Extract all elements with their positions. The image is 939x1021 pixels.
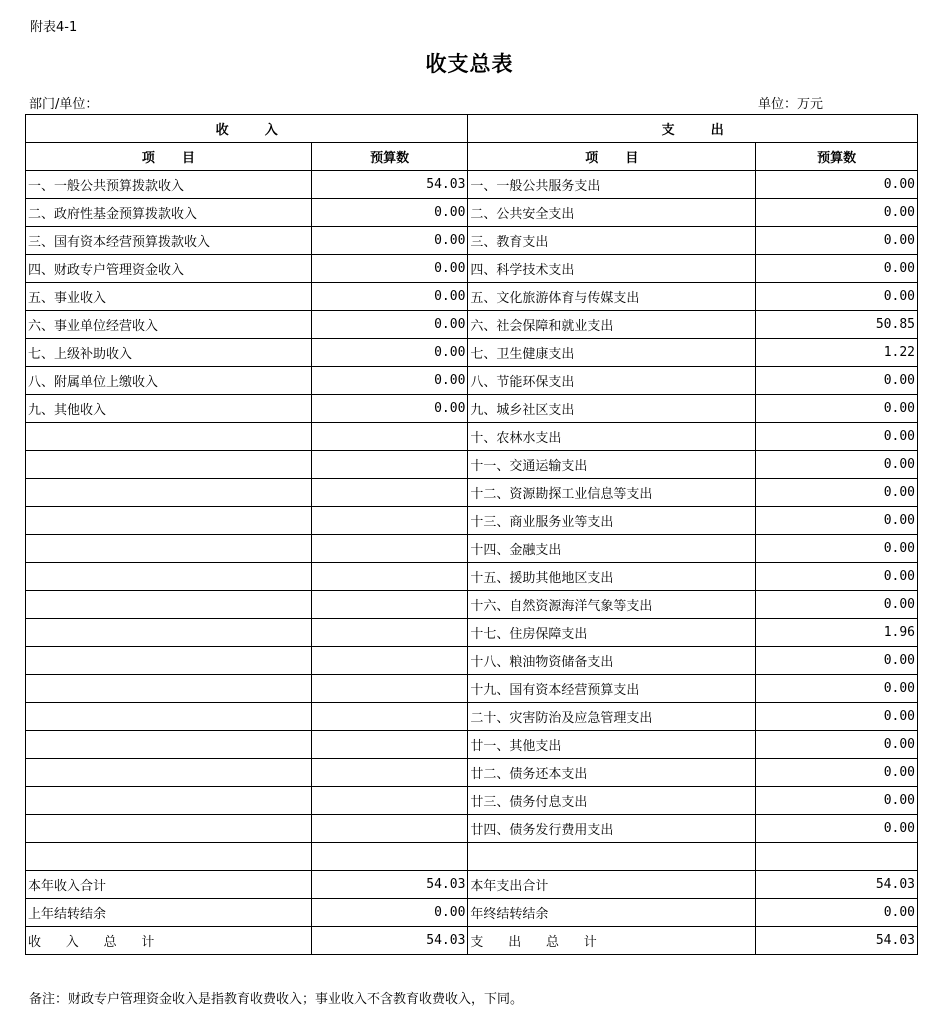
expense-value-cell: 0.00 <box>756 759 918 787</box>
income-item-cell <box>26 563 312 591</box>
expense-value-cell: 54.03 <box>756 871 918 899</box>
income-value-cell <box>311 675 468 703</box>
income-value-cell: 0.00 <box>311 255 468 283</box>
income-item-cell <box>26 731 312 759</box>
income-value-cell: 54.03 <box>311 927 468 955</box>
income-value-cell <box>311 647 468 675</box>
department-label: 部门/单位： <box>29 97 99 112</box>
expense-value-cell: 0.00 <box>756 479 918 507</box>
expense-item-cell: 十七、住房保障支出 <box>468 619 756 647</box>
attachment-label: 附表4-1 <box>30 20 78 35</box>
table-row <box>26 227 918 255</box>
expense-budget-header: 预算数 <box>756 143 918 171</box>
table-row <box>26 591 918 619</box>
expense-item-cell: 廿四、债务发行费用支出 <box>468 815 756 843</box>
income-item-cell <box>26 479 312 507</box>
income-item-cell <box>26 703 312 731</box>
expense-item-cell: 廿一、其他支出 <box>468 731 756 759</box>
expense-item-cell: 十、农林水支出 <box>468 423 756 451</box>
expense-item-cell: 四、科学技术支出 <box>468 255 756 283</box>
income-value-cell <box>311 479 468 507</box>
table-row <box>26 843 918 871</box>
expense-value-cell: 0.00 <box>756 199 918 227</box>
expense-value-cell: 54.03 <box>756 927 918 955</box>
income-value-cell: 54.03 <box>311 871 468 899</box>
income-value-cell: 0.00 <box>311 367 468 395</box>
income-item-cell: 八、附属单位上缴收入 <box>26 367 312 395</box>
table-row <box>26 171 918 199</box>
unit-label: 单位：万元 <box>758 97 824 112</box>
income-item-cell <box>26 815 312 843</box>
expense-item-cell: 本年支出合计 <box>468 871 756 899</box>
expense-value-cell: 0.00 <box>756 703 918 731</box>
expense-item-cell: 年终结转结余 <box>468 899 756 927</box>
income-item-cell: 三、国有资本经营预算拨款收入 <box>26 227 312 255</box>
income-item-cell: 四、财政专户管理资金收入 <box>26 255 312 283</box>
income-value-cell: 0.00 <box>311 395 468 423</box>
expense-value-cell: 0.00 <box>756 283 918 311</box>
income-item-cell <box>26 535 312 563</box>
table-row <box>26 367 918 395</box>
expense-item-cell: 七、卫生健康支出 <box>468 339 756 367</box>
income-item-cell <box>26 759 312 787</box>
budget-summary-table <box>25 114 918 955</box>
income-value-cell <box>311 843 468 871</box>
expense-value-cell: 0.00 <box>756 731 918 759</box>
expense-value-cell: 50.85 <box>756 311 918 339</box>
income-item-cell <box>26 423 312 451</box>
income-item-cell <box>26 451 312 479</box>
table-row <box>26 339 918 367</box>
expense-value-cell: 0.00 <box>756 591 918 619</box>
income-value-cell: 0.00 <box>311 227 468 255</box>
income-value-cell <box>311 423 468 451</box>
expense-value-cell: 1.96 <box>756 619 918 647</box>
income-item-cell: 九、其他收入 <box>26 395 312 423</box>
expense-value-cell: 0.00 <box>756 171 918 199</box>
table-row <box>26 395 918 423</box>
table-row <box>26 899 918 927</box>
income-value-cell: 0.00 <box>311 283 468 311</box>
income-item-cell: 一、一般公共预算拨款收入 <box>26 171 312 199</box>
expense-value-cell <box>756 843 918 871</box>
table-row <box>26 703 918 731</box>
income-value-cell <box>311 731 468 759</box>
expense-item-cell: 二、公共安全支出 <box>468 199 756 227</box>
expense-value-cell: 0.00 <box>756 563 918 591</box>
income-item-cell: 二、政府性基金预算拨款收入 <box>26 199 312 227</box>
income-value-cell <box>311 451 468 479</box>
table-row <box>26 563 918 591</box>
income-value-cell: 0.00 <box>311 311 468 339</box>
income-item-cell: 上年结转结余 <box>26 899 312 927</box>
table-row <box>26 507 918 535</box>
income-value-cell: 0.00 <box>311 339 468 367</box>
expense-item-cell: 二十、灾害防治及应急管理支出 <box>468 703 756 731</box>
income-value-cell: 0.00 <box>311 199 468 227</box>
expense-item-header: 项 目 <box>468 143 756 171</box>
income-value-cell <box>311 815 468 843</box>
expense-item-cell: 五、文化旅游体育与传媒支出 <box>468 283 756 311</box>
income-item-cell: 六、事业单位经营收入 <box>26 311 312 339</box>
table-row <box>26 647 918 675</box>
expense-item-cell: 六、社会保障和就业支出 <box>468 311 756 339</box>
income-value-cell <box>311 787 468 815</box>
expense-item-cell <box>468 843 756 871</box>
income-value-cell <box>311 591 468 619</box>
expense-item-cell: 八、节能环保支出 <box>468 367 756 395</box>
income-value-cell <box>311 619 468 647</box>
expense-item-cell: 十五、援助其他地区支出 <box>468 563 756 591</box>
expense-item-cell: 三、教育支出 <box>468 227 756 255</box>
expense-value-cell: 0.00 <box>756 423 918 451</box>
income-value-cell: 54.03 <box>311 171 468 199</box>
expense-value-cell: 0.00 <box>756 367 918 395</box>
income-header: 收 入 <box>26 115 468 143</box>
footnote: 备注：财政专户管理资金收入是指教育收费收入；事业收入不含教育收费收入，下同。 <box>29 992 524 1007</box>
table-row <box>26 283 918 311</box>
income-item-cell: 收 入 总 计 <box>26 927 312 955</box>
expense-value-cell: 0.00 <box>756 227 918 255</box>
expense-item-cell: 十二、资源勘探工业信息等支出 <box>468 479 756 507</box>
table-row <box>26 199 918 227</box>
expense-value-cell: 0.00 <box>756 395 918 423</box>
table-row <box>26 787 918 815</box>
expense-item-cell: 支 出 总 计 <box>468 927 756 955</box>
income-item-cell <box>26 787 312 815</box>
income-item-cell <box>26 647 312 675</box>
expense-value-cell: 0.00 <box>756 675 918 703</box>
expense-value-cell: 0.00 <box>756 787 918 815</box>
table-row <box>26 535 918 563</box>
income-value-cell <box>311 507 468 535</box>
table-row <box>26 731 918 759</box>
income-value-cell: 0.00 <box>311 899 468 927</box>
expense-value-cell: 0.00 <box>756 451 918 479</box>
income-item-cell <box>26 675 312 703</box>
table-subheader-row <box>26 143 918 171</box>
expense-item-cell: 十八、粮油物资储备支出 <box>468 647 756 675</box>
expense-header: 支 出 <box>468 115 918 143</box>
expense-value-cell: 0.00 <box>756 899 918 927</box>
income-budget-header: 预算数 <box>311 143 468 171</box>
income-value-cell <box>311 535 468 563</box>
expense-value-cell: 1.22 <box>756 339 918 367</box>
expense-item-cell: 九、城乡社区支出 <box>468 395 756 423</box>
income-item-cell <box>26 619 312 647</box>
expense-value-cell: 0.00 <box>756 535 918 563</box>
expense-value-cell: 0.00 <box>756 647 918 675</box>
table-row <box>26 255 918 283</box>
income-item-cell: 五、事业收入 <box>26 283 312 311</box>
income-item-cell: 七、上级补助收入 <box>26 339 312 367</box>
expense-item-cell: 十六、自然资源海洋气象等支出 <box>468 591 756 619</box>
income-item-cell <box>26 507 312 535</box>
expense-item-cell: 廿三、债务付息支出 <box>468 787 756 815</box>
expense-item-cell: 一、一般公共服务支出 <box>468 171 756 199</box>
table-row <box>26 759 918 787</box>
income-value-cell <box>311 703 468 731</box>
income-value-cell <box>311 759 468 787</box>
table-row <box>26 479 918 507</box>
income-value-cell <box>311 563 468 591</box>
expense-item-cell: 十九、国有资本经营预算支出 <box>468 675 756 703</box>
table-row <box>26 675 918 703</box>
table-row <box>26 451 918 479</box>
income-item-cell <box>26 843 312 871</box>
expense-item-cell: 十一、交通运输支出 <box>468 451 756 479</box>
expense-item-cell: 十三、商业服务业等支出 <box>468 507 756 535</box>
table-row <box>26 423 918 451</box>
income-item-cell <box>26 591 312 619</box>
expense-value-cell: 0.00 <box>756 507 918 535</box>
expense-item-cell: 廿二、债务还本支出 <box>468 759 756 787</box>
expense-item-cell: 十四、金融支出 <box>468 535 756 563</box>
table-row <box>26 815 918 843</box>
income-item-header: 项 目 <box>26 143 312 171</box>
table-row <box>26 619 918 647</box>
expense-value-cell: 0.00 <box>756 255 918 283</box>
table-row <box>26 927 918 955</box>
table-row <box>26 871 918 899</box>
income-item-cell: 本年收入合计 <box>26 871 312 899</box>
page-title: 收支总表 <box>425 52 514 76</box>
expense-value-cell: 0.00 <box>756 815 918 843</box>
table-header-row <box>26 115 918 143</box>
table-row <box>26 311 918 339</box>
